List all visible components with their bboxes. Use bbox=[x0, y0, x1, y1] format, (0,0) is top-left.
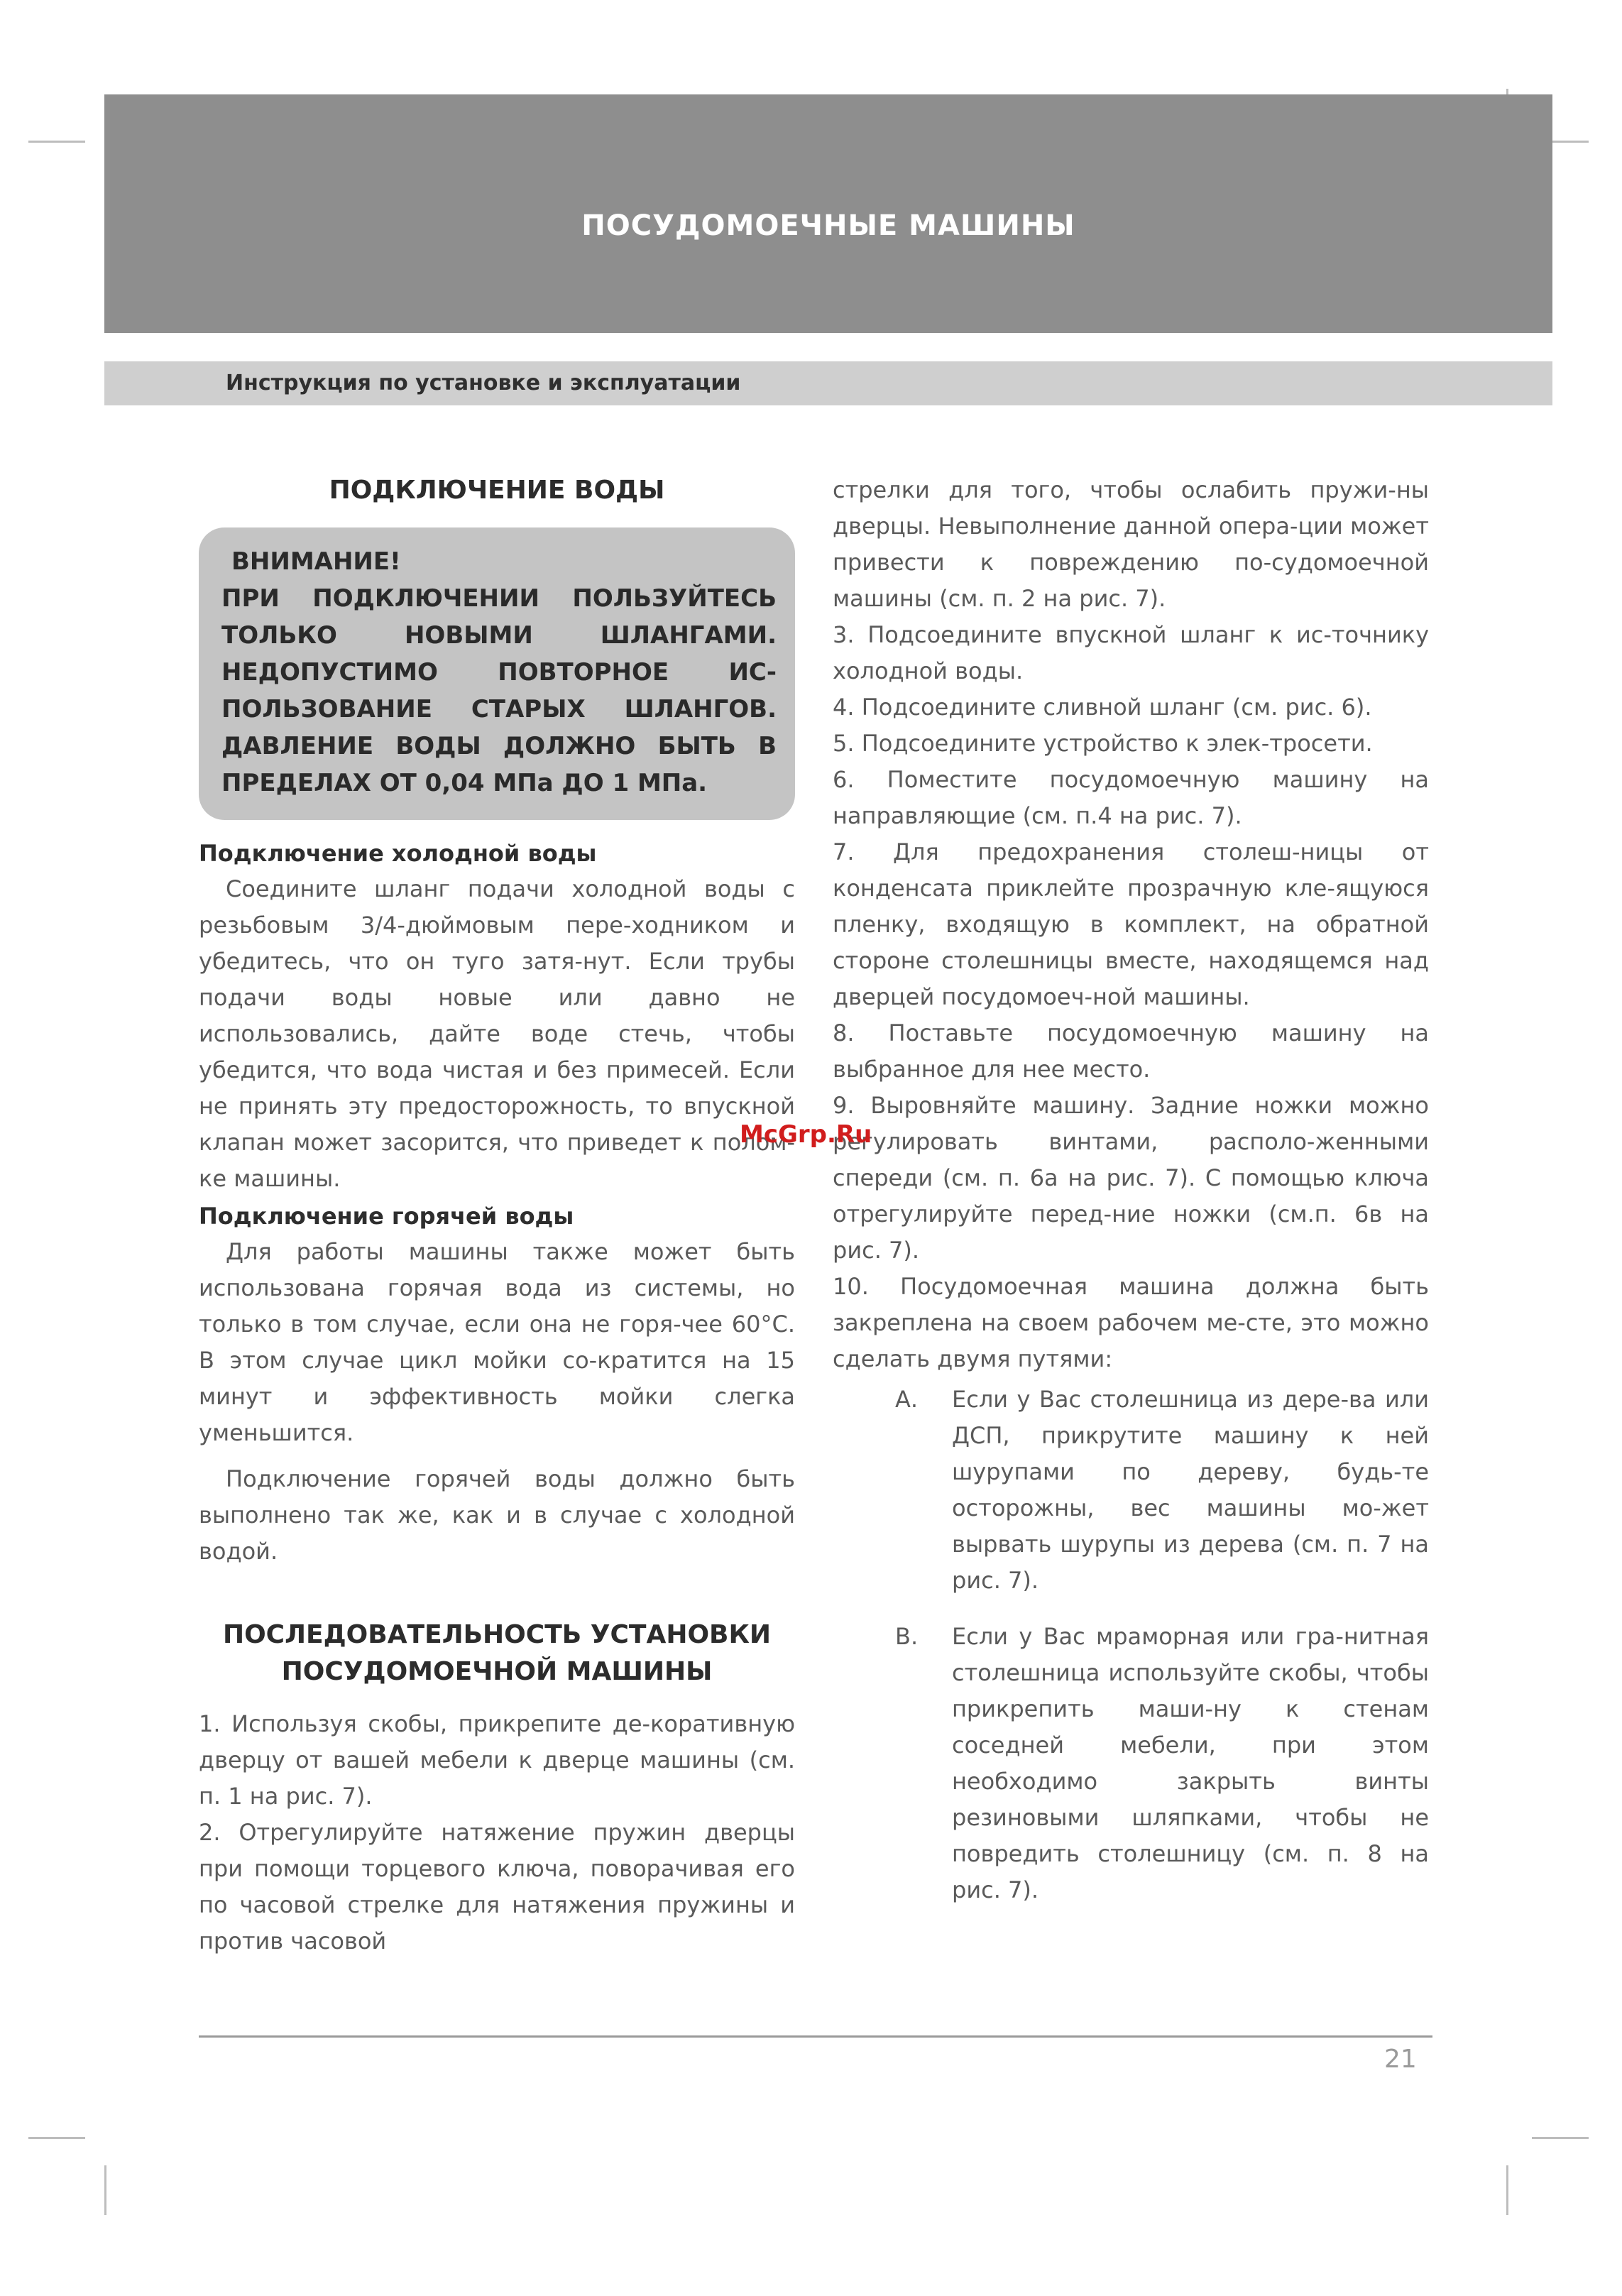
option-a-text: Если у Вас столешница из дере-ва или ДСП, прикрутите машину к ней шурупами по дереву, будь-те осторожны, вес машины мо-жет вырвать шурупы из дерева (см. п. 7 на рис. 7). bbox=[952, 1386, 1429, 1594]
install-step-7: 7. Для предохранения столеш-ницы от конденсата приклейте прозрачную кле-ящуюся пленку, входящую в комплект, на обратной стороне столешницы вместе, находящемся над дверцей посудомоеч-ной машины. bbox=[833, 838, 1429, 1010]
warning-title: ВНИМАНИЕ! bbox=[231, 547, 401, 576]
install-step-9: 9. Выровняйте машину. Задние ножки можно регулировать винтами, располо-женными спереди (см. п. 6а на рис. 7). С помощью ключа отрегулируйте перед-ние ножки (см.п. 6в на рис. 7). bbox=[833, 1092, 1429, 1264]
footer-divider bbox=[199, 2035, 1432, 2038]
install-step-1: 1. Используя скобы, прикрепите де-коративную дверцу от вашей мебели к дверце машины (см. п. 1 на рис. 7). bbox=[199, 1710, 795, 1810]
crop-mark bbox=[1532, 2137, 1589, 2139]
option-b bbox=[833, 1619, 1429, 1908]
crop-mark bbox=[1506, 2165, 1508, 2215]
option-a-label: А. bbox=[895, 1386, 919, 1413]
installation-heading-line2: ПОСУДОМОЕЧНОЙ МАШИНЫ bbox=[281, 1657, 713, 1686]
install-step-3: 3. Подсоедините впускной шланг к ис-точнику холодной воды. bbox=[833, 621, 1429, 684]
water-connection-heading: ПОДКЛЮЧЕНИЕ ВОДЫ bbox=[329, 476, 665, 505]
page-subtitle: Инструкция по установке и эксплуатации bbox=[226, 371, 741, 395]
warning-box bbox=[199, 527, 795, 820]
warning-text: ПРИ ПОДКЛЮЧЕНИИ ПОЛЬЗУЙТЕСЬ ТОЛЬКО НОВЫМИ ШЛАНГАМИ. НЕДОПУСТИМО ПОВТОРНОЕ ИС-ПОЛЬЗОВАНИЕ СТАРЫХ ШЛАНГОВ. ДАВЛЕНИЕ ВОДЫ ДОЛЖНО БЫТЬ В ПРЕДЕЛАХ ОТ 0,04 МПа ДО 1 МПа. bbox=[221, 584, 777, 797]
installation-heading-line1: ПОСЛЕДОВАТЕЛЬНОСТЬ УСТАНОВКИ bbox=[222, 1620, 772, 1649]
option-a bbox=[833, 1382, 1429, 1599]
hot-water-text: Для работы машины также может быть использована горячая вода из системы, но только в том случае, если она не горя-чее 60°С. В этом случае цикл мойки со-кратится на 15 минут и эффективность мойки слегка уменьшится. bbox=[199, 1238, 795, 1446]
hot-water-text-2: Подключение горячей воды должно быть выполнено так же, как и в случае с холодной водой. bbox=[199, 1465, 795, 1565]
right-column bbox=[833, 472, 1429, 1908]
crop-mark bbox=[28, 2137, 85, 2139]
option-b-label: В. bbox=[895, 1623, 919, 1650]
install-step-2-cont: стрелки для того, чтобы ослабить пружи-ны дверцы. Невыполнение данной опера-ции может привести к повреждению по-судомоечной машины (см. п. 2 на рис. 7). bbox=[833, 476, 1429, 612]
option-b-text: Если у Вас мраморная или гра-нитная столешница используйте скобы, чтобы прикрепить маши-ну к стенам соседней мебели, при этом необходимо закрыть винты резиновыми шляпками, чтобы не повредить столешницу (см. п. 8 на рис. 7). bbox=[952, 1623, 1429, 1903]
install-step-5: 5. Подсоедините устройство к элек-тросети. bbox=[833, 730, 1373, 757]
page-number: 21 bbox=[1384, 2045, 1417, 2074]
left-column bbox=[199, 472, 795, 1959]
install-step-6: 6. Поместите посудомоечную машину на направляющие (см. п.4 на рис. 7). bbox=[833, 766, 1429, 829]
watermark: McGrp.Ru bbox=[740, 1120, 872, 1149]
installation-heading bbox=[199, 1617, 795, 1690]
cold-water-text: Соедините шланг подачи холодной воды с резьбовым 3/4-дюймовым пере-ходником и убедитесь, что он туго затя-нут. Если трубы подачи воды новые или давно не использовались, дайте воде стечь, чтобы убедится, что вода чистая и без примесей. Если не принять эту предосторожность, то впускной клапан может засорится, что приведет к полом-ке машины. bbox=[199, 875, 795, 1192]
crop-mark bbox=[104, 2165, 106, 2215]
install-step-2: 2. Отрегулируйте натяжение пружин дверцы при помощи торцевого ключа, поворачивая его по часовой стрелке для натяжения пружины и против часовой bbox=[199, 1819, 795, 1955]
install-step-4: 4. Подсоедините сливной шланг (см. рис. 6). bbox=[833, 694, 1372, 721]
page-title: ПОСУДОМОЕЧНЫЕ МАШИНЫ bbox=[581, 209, 1075, 242]
install-step-8: 8. Поставьте посудомоечную машину на выбранное для нее место. bbox=[833, 1019, 1429, 1083]
install-step-10: 10. Посудомоечная машина должна быть закреплена на своем рабочем ме-сте, это можно сделать двумя путями: bbox=[833, 1273, 1429, 1372]
crop-mark bbox=[28, 141, 85, 143]
hot-water-heading: Подключение горячей воды bbox=[199, 1203, 574, 1230]
cold-water-heading: Подключение холодной воды bbox=[199, 840, 597, 867]
